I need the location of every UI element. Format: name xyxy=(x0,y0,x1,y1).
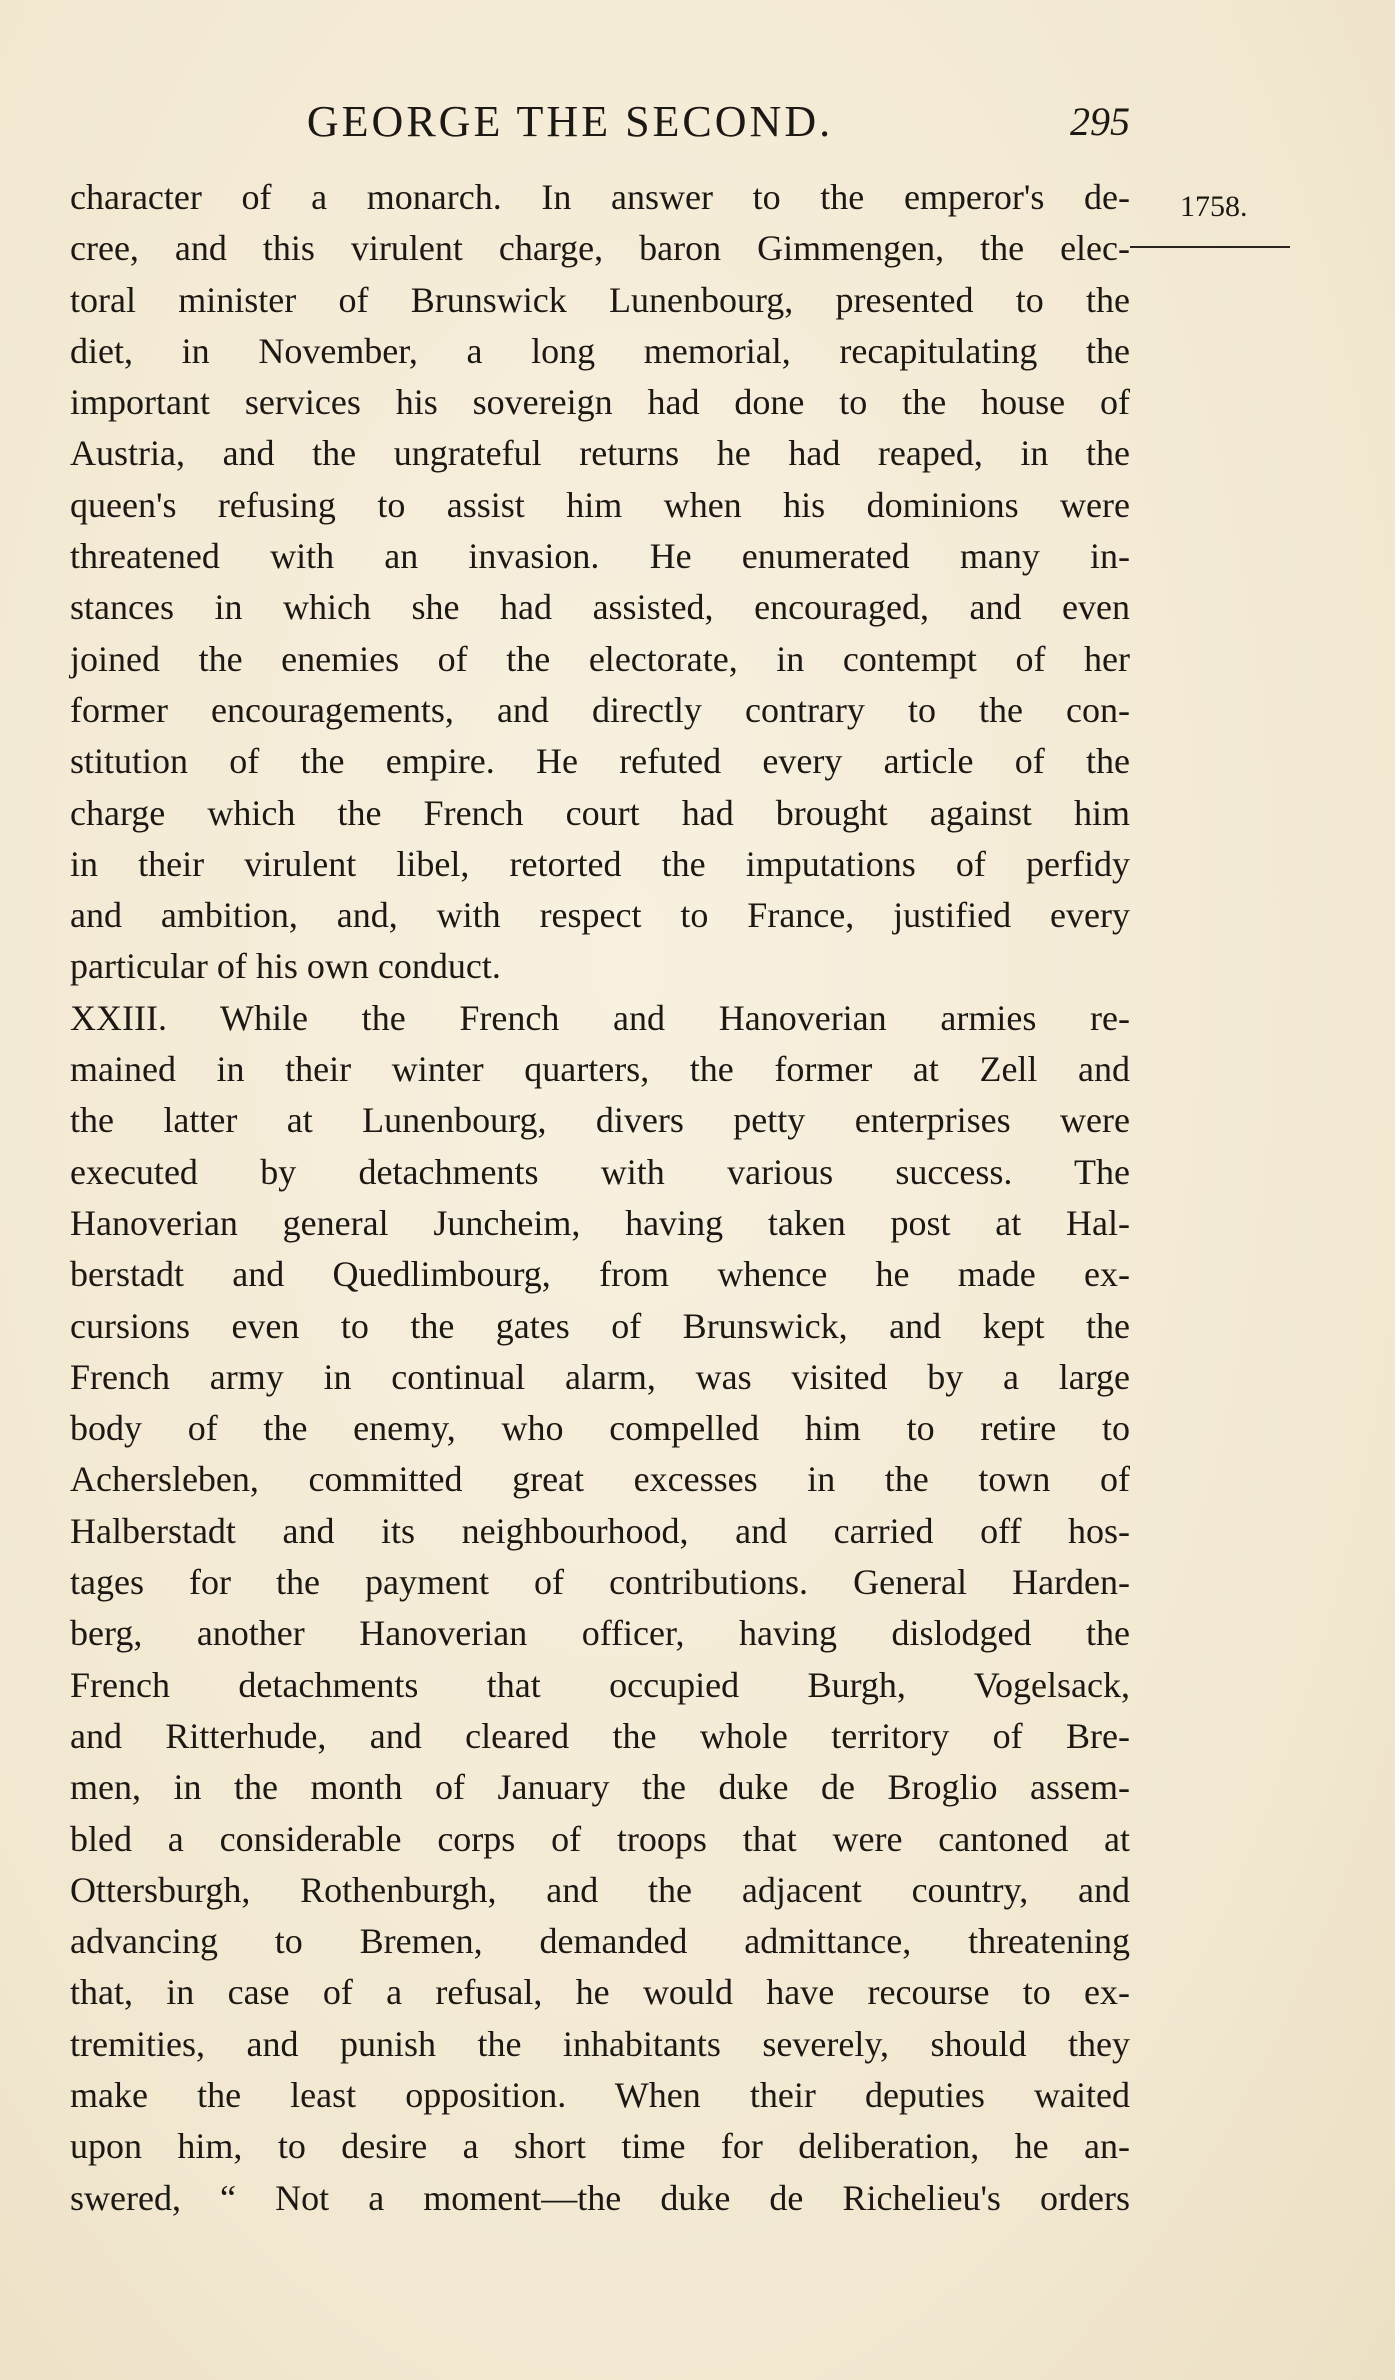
text-line: advancing to Bremen, demanded admittance, threatening xyxy=(70,1921,1130,1962)
text-line: diet, in November, a long memorial, recapitulating the xyxy=(70,330,1130,371)
margin-year-note: 1758. xyxy=(1180,190,1248,223)
text-line: cree, and this virulent charge, baron Gimmengen, the elec- xyxy=(70,228,1130,269)
text-line: Austria, and the ungrateful returns he had reaped, in the xyxy=(70,433,1130,474)
margin-rule xyxy=(1130,246,1290,248)
text-line: the latter at Lunenbourg, divers petty enterprises were xyxy=(70,1100,1130,1141)
running-head xyxy=(70,96,1130,156)
text-line: bled a considerable corps of troops that were cantoned at xyxy=(70,1818,1130,1859)
text-line: French detachments that occupied Burgh, Vogelsack, xyxy=(70,1664,1130,1705)
section-start-line: XXIII. While the French and Hanoverian armies re- xyxy=(70,997,1130,1038)
text-line: cursions even to the gates of Brunswick, and kept the xyxy=(70,1305,1130,1346)
text-line: executed by detachments with various success. The xyxy=(70,1151,1130,1192)
text-line: tages for the payment of contributions. General Harden- xyxy=(70,1562,1130,1603)
text-line: Hanoverian general Juncheim, having taken post at Hal- xyxy=(70,1202,1130,1243)
text-line: tremities, and punish the inhabitants severely, should they xyxy=(70,2023,1130,2064)
text-line: character of a monarch. In answer to the emperor's de- xyxy=(70,177,1130,217)
text-line: particular of his own conduct. xyxy=(70,946,501,987)
body-text xyxy=(70,172,1130,2224)
text-line: Halberstadt and its neighbourhood, and carried off hos- xyxy=(70,1510,1130,1551)
text-line: former encouragements, and directly contrary to the con- xyxy=(70,689,1130,730)
text-line: charge which the French court had brought against him xyxy=(70,792,1130,833)
text-line: threatened with an invasion. He enumerated many in- xyxy=(70,536,1130,577)
text-line: French army in continual alarm, was visited by a large xyxy=(70,1356,1130,1397)
running-title: GEORGE THE SECOND. xyxy=(306,97,834,146)
text-line: men, in the month of January the duke de Broglio assem- xyxy=(70,1767,1130,1808)
text-line: in their virulent libel, retorted the imputations of perfidy xyxy=(70,843,1130,884)
text-line: important services his sovereign had done to the house of xyxy=(70,382,1130,423)
text-line: berstadt and Quedlimbourg, from whence he made ex- xyxy=(70,1254,1130,1295)
text-line: stitution of the empire. He refuted every article of the xyxy=(70,741,1130,782)
text-line: queen's refusing to assist him when his dominions were xyxy=(70,484,1130,525)
page-number: 295 xyxy=(1070,99,1130,144)
text-line: joined the enemies of the electorate, in contempt of her xyxy=(70,638,1130,679)
text-line: and ambition, and, with respect to France, justified every xyxy=(70,895,1130,936)
text-line: Ottersburgh, Rothenburgh, and the adjacent country, and xyxy=(70,1869,1130,1910)
text-line: swered, “ Not a moment—the duke de Richelieu's orders xyxy=(70,2177,1130,2218)
text-line: that, in case of a refusal, he would have recourse to ex- xyxy=(70,1972,1130,2013)
text-line: make the least opposition. When their deputies waited xyxy=(70,2074,1130,2115)
text-line: upon him, to desire a short time for deliberation, he an- xyxy=(70,2126,1130,2167)
text-line: Achersleben, committed great excesses in the town of xyxy=(70,1459,1130,1500)
text-line: toral minister of Brunswick Lunenbourg, presented to the xyxy=(70,279,1130,320)
text-line: berg, another Hanoverian officer, having dislodged the xyxy=(70,1613,1130,1654)
text-line: stances in which she had assisted, encouraged, and even xyxy=(70,587,1130,628)
text-line: body of the enemy, who compelled him to retire to xyxy=(70,1408,1130,1449)
text-line: and Ritterhude, and cleared the whole territory of Bre- xyxy=(70,1715,1130,1756)
text-line: mained in their winter quarters, the former at Zell and xyxy=(70,1049,1130,1090)
